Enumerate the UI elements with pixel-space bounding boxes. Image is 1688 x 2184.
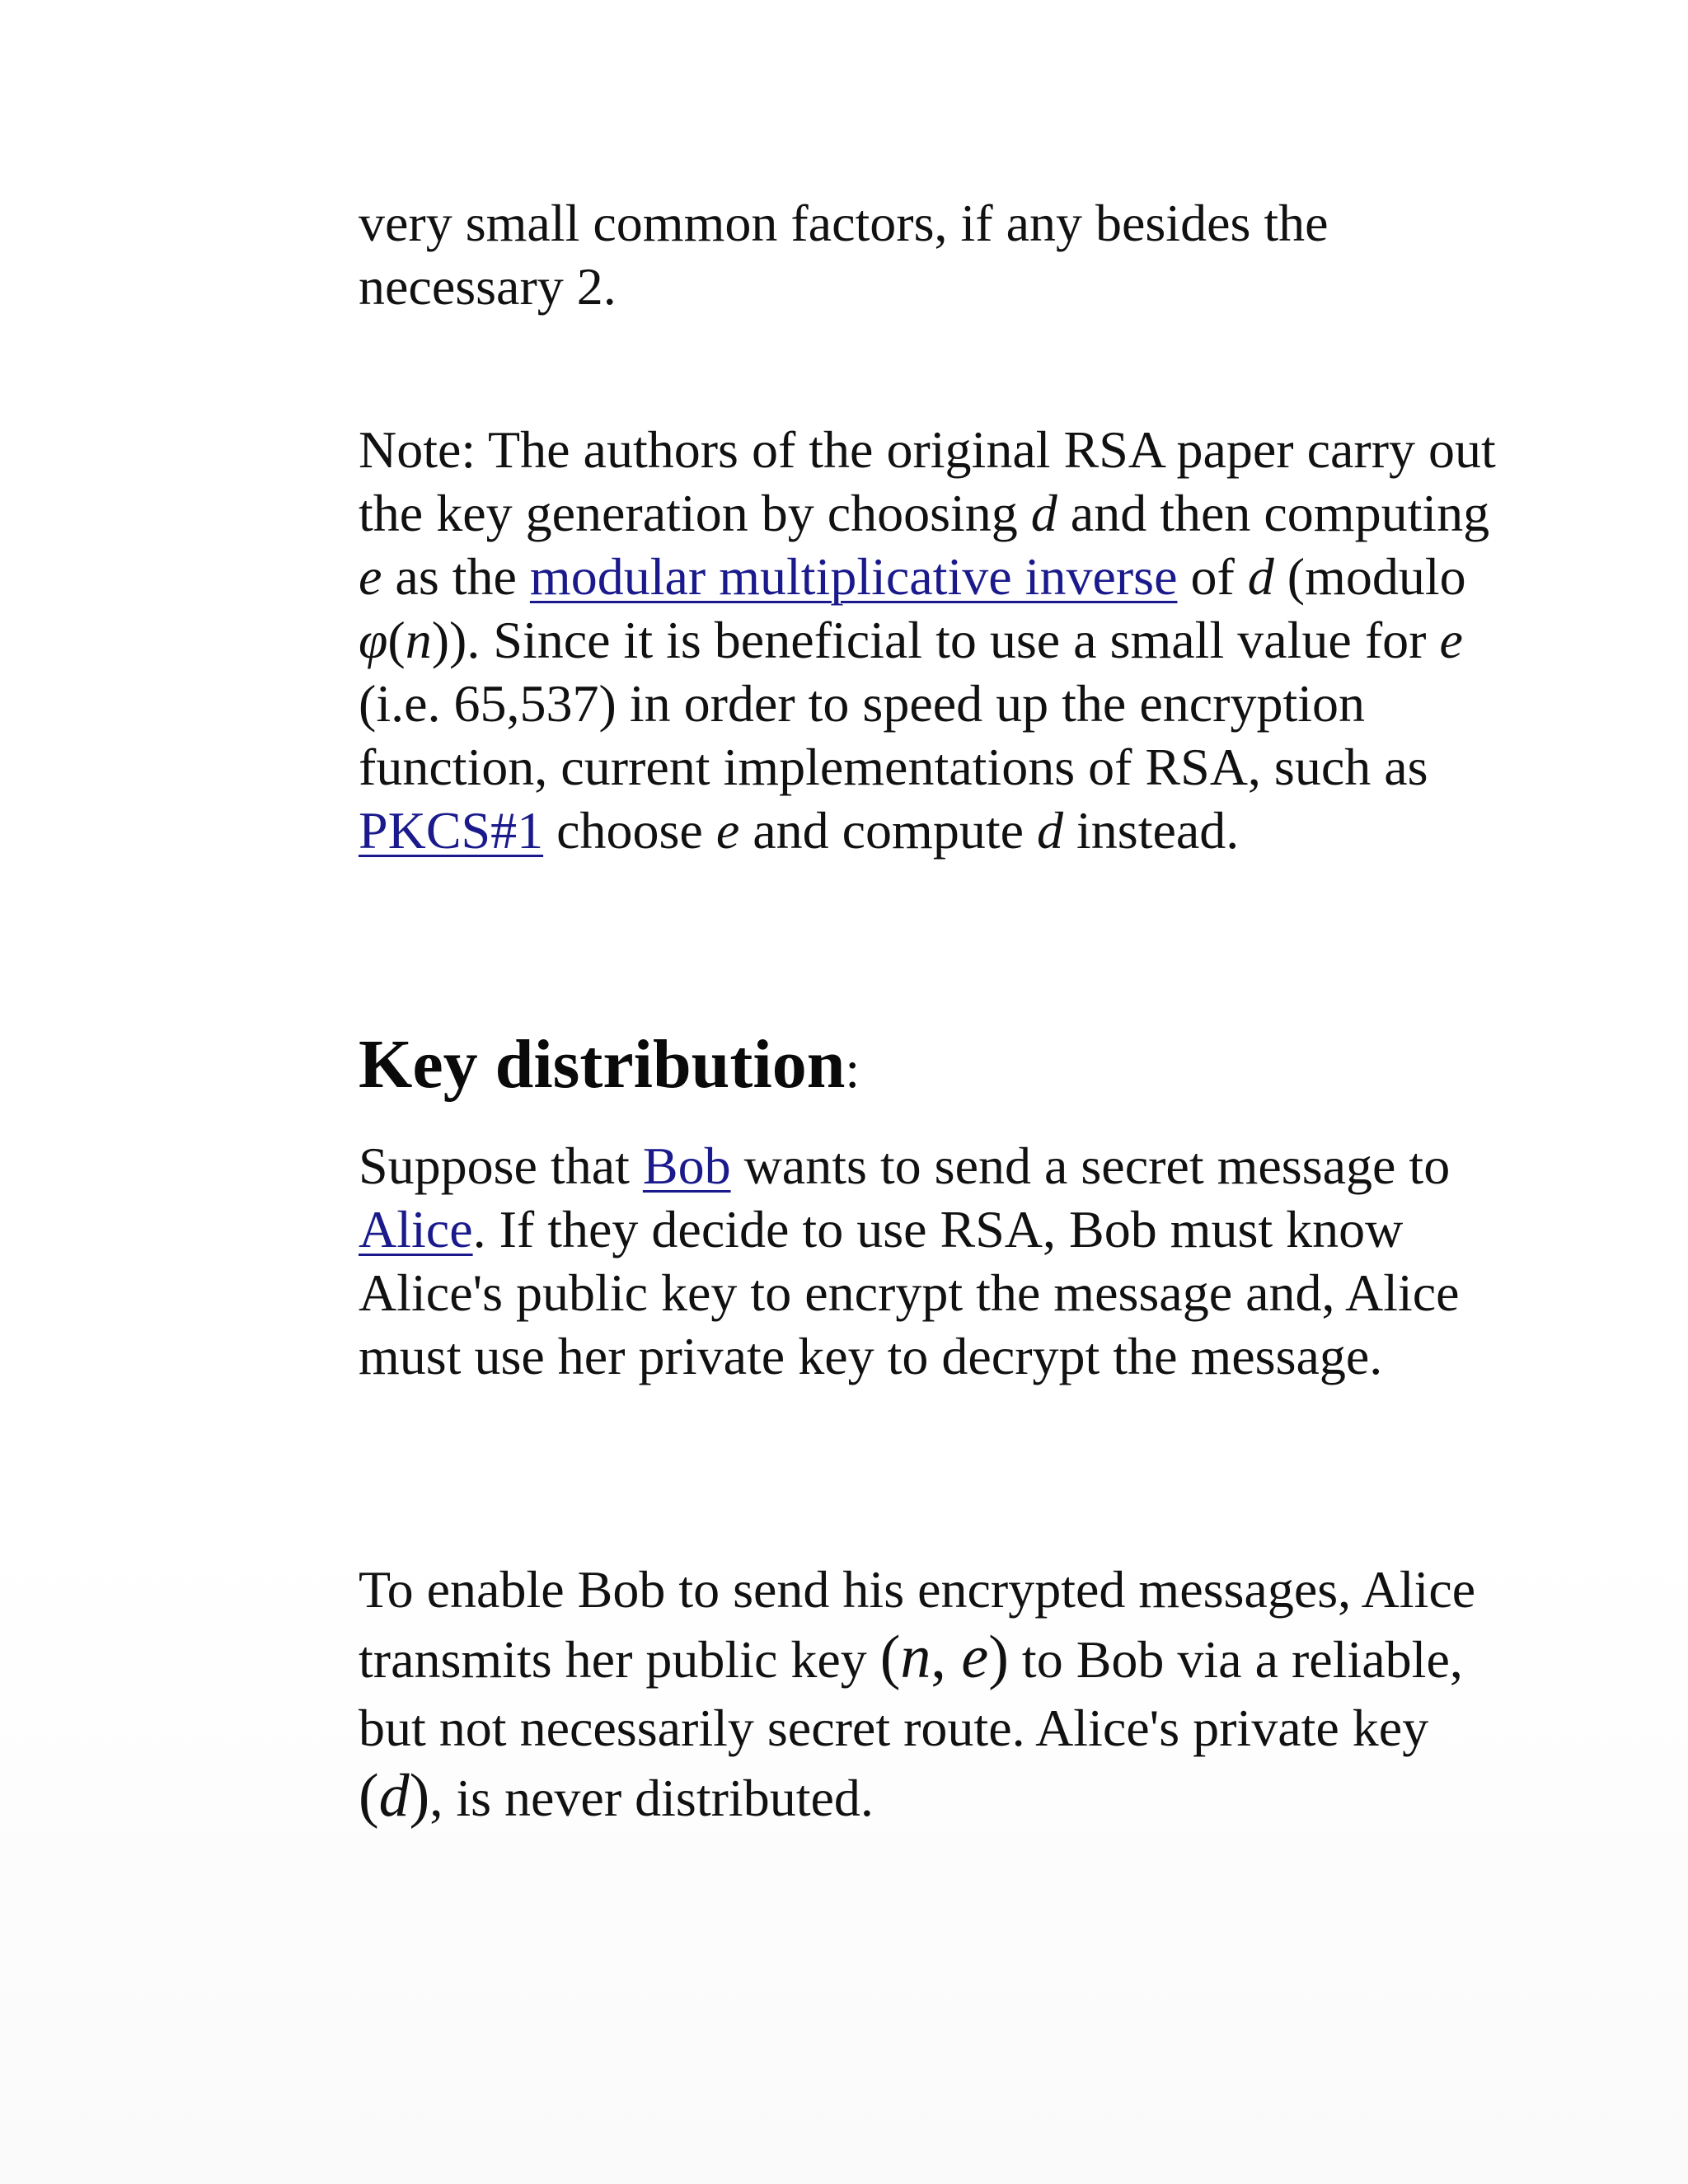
note-text: Note: The authors of the original RSA paper carry out the key generation by choosing <box>359 420 1496 542</box>
math-d: d <box>378 1762 410 1830</box>
math-phi: φ <box>359 611 388 669</box>
note-text: of <box>1177 547 1248 606</box>
key-distribution-heading <box>359 1024 860 1111</box>
intro-paragraph <box>359 191 1329 318</box>
math-e: e <box>359 547 382 606</box>
math-d: d <box>1030 484 1057 542</box>
enable-text: To enable Bob to send his encrypted messages, Alice transmits her public key <box>359 1560 1476 1689</box>
enable-text: , is never distributed. <box>429 1769 874 1827</box>
suppose-text: . If they decide to use RSA, Bob must know Alice's public key to encrypt the message and, Alice must use her private key to decrypt the message. <box>359 1200 1460 1385</box>
suppose-text: wants to send a secret message to <box>730 1137 1451 1195</box>
alice-link[interactable]: Alice <box>359 1200 473 1258</box>
note-text: and compute <box>739 801 1037 860</box>
math-paren-close: ) <box>988 1624 1009 1691</box>
suppose-text: Suppose that <box>359 1137 643 1195</box>
note-text: )). Since it is beneficial to use a small value for <box>431 611 1440 669</box>
math-paren-open: ( <box>879 1624 901 1691</box>
math-n: n <box>405 611 432 669</box>
math-paren-close: ) <box>409 1762 430 1830</box>
intro-line-1: very small common factors, if any besides the <box>359 194 1329 252</box>
math-e: e <box>1439 611 1463 669</box>
math-n: n <box>900 1624 931 1691</box>
heading-colon: : <box>845 1040 860 1099</box>
heading-text: Key distribution <box>359 1026 846 1103</box>
note-text: instead. <box>1063 801 1240 860</box>
note-text: (modulo <box>1273 547 1466 606</box>
enable-text: to Bob via a reliable, but not necessarily secret route. Alice's private key <box>359 1630 1463 1757</box>
suppose-paragraph <box>359 1134 1496 1388</box>
math-e: e <box>715 801 740 860</box>
note-paragraph <box>359 418 1496 862</box>
note-text: and then computing <box>1057 484 1490 542</box>
math-paren-open: ( <box>359 1762 379 1830</box>
enable-paragraph <box>359 1555 1496 1832</box>
note-text: choose <box>543 801 716 860</box>
note-text: (i.e. 65,537) in order to speed up the encryption function, current implementations of RSA, such as <box>359 674 1428 796</box>
math-d: d <box>1247 547 1274 606</box>
pkcs1-link[interactable]: PKCS#1 <box>359 801 544 860</box>
math-comma: , <box>931 1624 962 1691</box>
note-text: ( <box>387 611 406 669</box>
note-text: as the <box>382 547 530 606</box>
bob-link[interactable]: Bob <box>642 1137 731 1195</box>
math-d: d <box>1037 801 1063 860</box>
math-e: e <box>961 1624 989 1691</box>
intro-line-2: necessary 2. <box>359 257 617 316</box>
modular-multiplicative-inverse-link[interactable]: modular multiplicative inverse <box>529 547 1178 606</box>
